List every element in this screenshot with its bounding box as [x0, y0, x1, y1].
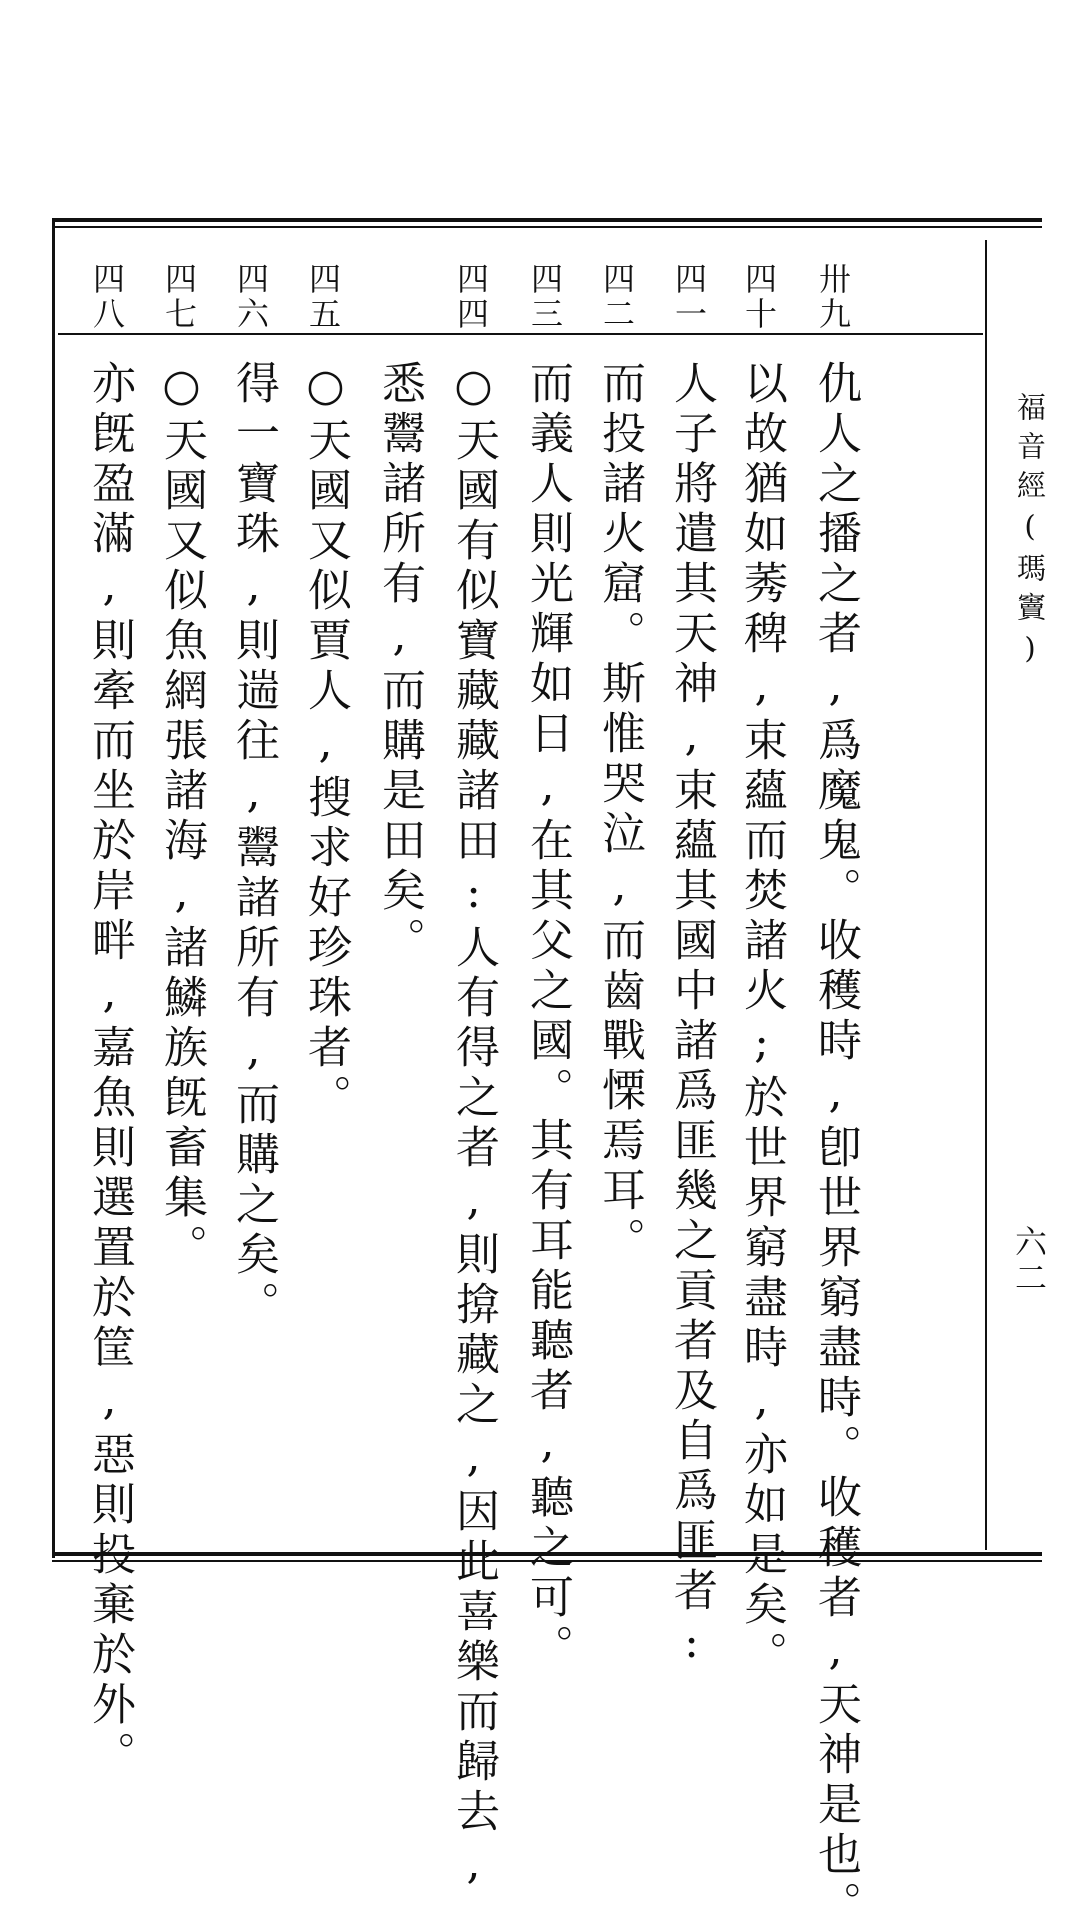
verse-text: ○天國有似寶藏藏諸田:人有得之者,則揜藏之,因此喜樂而歸去, — [448, 360, 499, 1895]
verse-text: ○天國又似賈人,搜求好珍珠者。 — [300, 360, 351, 1124]
verse-text: 而投諸火窟。斯惟哭泣,而齒戰慄焉耳。 — [594, 360, 645, 1267]
verse-number: 四 一 — [674, 260, 707, 333]
verse-text: 亦旣盈滿,則牽而坐於岸畔,嘉魚則選置於筐,惡則投棄於外。 — [84, 360, 135, 1781]
verse-number-divider — [58, 333, 983, 335]
verse-text-continued: 悉鬻諸所有,而購是田矣。 — [374, 360, 425, 967]
margin-divider — [985, 240, 987, 1550]
verse-number: 四 二 — [602, 260, 635, 333]
verse-number: 四 六 — [236, 260, 269, 333]
verse-number: 四 八 — [92, 260, 125, 333]
verse-text: 以故猶如莠稗,束蘊而焚諸火;於世界窮盡時,亦如是矣。 — [736, 360, 787, 1681]
verse-number: 卅 九 — [818, 260, 851, 333]
verse-text: 得一寶珠,則遄往,鬻諸所有,而購之矣。 — [228, 360, 279, 1331]
verse-number: 四 十 — [744, 260, 777, 333]
top-border-thick — [52, 218, 1042, 222]
verse-number: 四 四 — [456, 260, 489, 333]
verse-text: 人子將遣其天神,束蘊其國中諸爲匪幾之貢者及自爲匪者: — [666, 360, 717, 1674]
running-header: 福音經(瑪竇) — [1013, 392, 1047, 675]
verse-text: 而義人則光輝如日,在其父之國。其有耳能聽者,聽之可。 — [522, 360, 573, 1674]
verse-text: ○天國又似魚網張諸海,諸鱗族旣畜集。 — [156, 360, 207, 1274]
verse-number: 四 三 — [530, 260, 563, 333]
left-border — [52, 218, 55, 1558]
verse-number: 四 五 — [308, 260, 341, 333]
verse-number: 四 七 — [164, 260, 197, 333]
page-number: 六二 — [1010, 1225, 1048, 1297]
verse-text: 仇人之播之者,爲魔鬼。收穫時,卽世界窮盡時。收穫者,天神是也。 — [810, 360, 861, 1931]
top-border-thin — [52, 226, 1042, 228]
